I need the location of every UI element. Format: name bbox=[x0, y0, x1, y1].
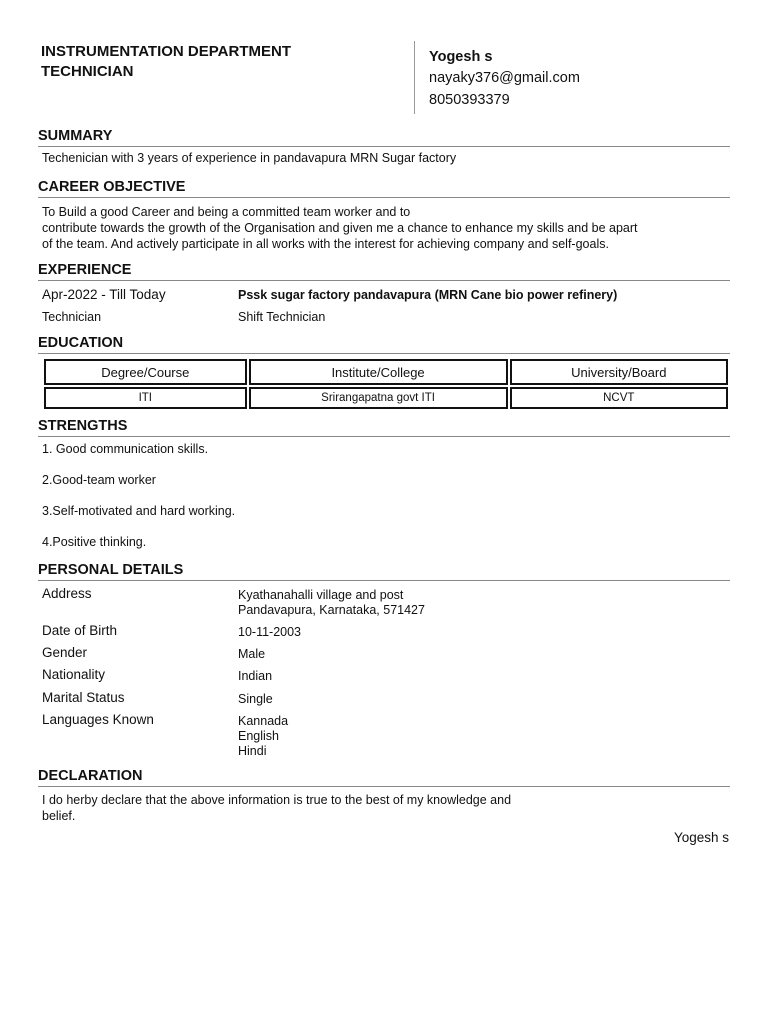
education-col-institute: Institute/College bbox=[249, 359, 508, 385]
dob-label: Date of Birth bbox=[42, 623, 118, 638]
strengths-heading: STRENGTHS bbox=[38, 417, 730, 437]
declaration-text bbox=[38, 792, 730, 824]
marital-row bbox=[38, 690, 730, 712]
gender-label: Gender bbox=[42, 645, 88, 660]
experience-position: Shift Technician bbox=[238, 310, 326, 324]
candidate-name: Yogesh s bbox=[429, 49, 493, 65]
declaration-section bbox=[38, 767, 730, 824]
summary-heading: SUMMARY bbox=[38, 127, 730, 147]
phone-text: 8050393379 bbox=[429, 92, 510, 108]
list-item: 2.Good-team worker bbox=[42, 473, 156, 487]
contact-block bbox=[429, 47, 580, 111]
job-title bbox=[41, 42, 401, 82]
declaration-line1: I do herby declare that the above information is true to the best of my knowledge and bbox=[42, 793, 512, 807]
header-divider bbox=[414, 41, 415, 114]
career-objective-line3: of the team. And actively participate in all works with the interest for achieving company and self-goals. bbox=[42, 237, 609, 251]
address-label: Address bbox=[42, 586, 92, 601]
experience-company: Pssk sugar factory pandavapura (MRN Cane bio power refinery) bbox=[238, 288, 618, 302]
declaration-heading: DECLARATION bbox=[38, 767, 730, 787]
personal-details-section bbox=[38, 561, 730, 759]
career-objective-heading: CAREER OBJECTIVE bbox=[38, 178, 730, 198]
list-item: 3.Self-motivated and hard working. bbox=[42, 504, 236, 518]
personal-details-heading: PERSONAL DETAILS bbox=[38, 561, 730, 581]
languages-value bbox=[238, 712, 730, 759]
address-line2: Pandavapura, Karnataka, 571427 bbox=[238, 603, 425, 617]
list-item: 1. Good communication skills. bbox=[42, 442, 209, 456]
education-degree: ITI bbox=[44, 387, 247, 409]
education-university: NCVT bbox=[510, 387, 728, 409]
languages-row bbox=[38, 712, 730, 759]
strengths-list bbox=[38, 441, 730, 565]
experience-period: Apr-2022 - Till Today bbox=[42, 287, 166, 302]
address-line1: Kyathanahalli village and post bbox=[238, 588, 404, 602]
experience-row-2 bbox=[38, 309, 730, 325]
experience-role: Technician bbox=[42, 310, 102, 324]
table-row bbox=[44, 387, 728, 409]
nationality-value: Indian bbox=[238, 669, 273, 683]
experience-section bbox=[38, 261, 730, 325]
career-objective-line2: contribute towards the growth of the Organisation and given me a chance to enhance my skills and be apart bbox=[42, 221, 638, 235]
address-row bbox=[38, 586, 730, 623]
languages-label: Languages Known bbox=[42, 712, 154, 727]
email-text: nayaky376@gmail.com bbox=[429, 70, 580, 86]
nationality-label: Nationality bbox=[42, 667, 106, 682]
education-header-row bbox=[44, 359, 728, 385]
summary-section bbox=[38, 127, 730, 166]
dob-value: 10-11-2003 bbox=[238, 625, 302, 639]
gender-row bbox=[38, 645, 730, 667]
education-col-university: University/Board bbox=[510, 359, 728, 385]
experience-heading: EXPERIENCE bbox=[38, 261, 730, 281]
summary-text: Techenician with 3 years of experience in pandavapura MRN Sugar factory bbox=[42, 151, 457, 165]
language-item: Hindi bbox=[238, 744, 267, 758]
education-col-degree: Degree/Course bbox=[44, 359, 247, 385]
signature-name: Yogesh s bbox=[673, 830, 729, 845]
marital-value: Single bbox=[238, 692, 273, 706]
declaration-line2: belief. bbox=[42, 809, 76, 823]
list-item: 4.Positive thinking. bbox=[42, 535, 147, 549]
experience-row-1 bbox=[38, 287, 730, 303]
nationality-row bbox=[38, 667, 730, 690]
career-objective-text bbox=[38, 204, 730, 252]
career-objective-section bbox=[38, 178, 730, 252]
strengths-section bbox=[38, 417, 730, 565]
job-title-line1: INSTRUMENTATION DEPARTMENT bbox=[41, 43, 291, 60]
language-item: English bbox=[238, 729, 279, 743]
education-heading: EDUCATION bbox=[38, 334, 730, 354]
language-item: Kannada bbox=[238, 714, 289, 728]
education-table bbox=[42, 357, 730, 411]
gender-value: Male bbox=[238, 647, 266, 661]
education-section bbox=[38, 334, 730, 411]
career-objective-line1: To Build a good Career and being a committed team worker and to bbox=[42, 205, 411, 219]
marital-label: Marital Status bbox=[42, 690, 125, 705]
dob-row bbox=[38, 623, 730, 645]
education-institute: Srirangapatna govt ITI bbox=[249, 387, 508, 409]
address-value bbox=[238, 586, 730, 623]
job-title-line2: TECHNICIAN bbox=[41, 63, 134, 80]
